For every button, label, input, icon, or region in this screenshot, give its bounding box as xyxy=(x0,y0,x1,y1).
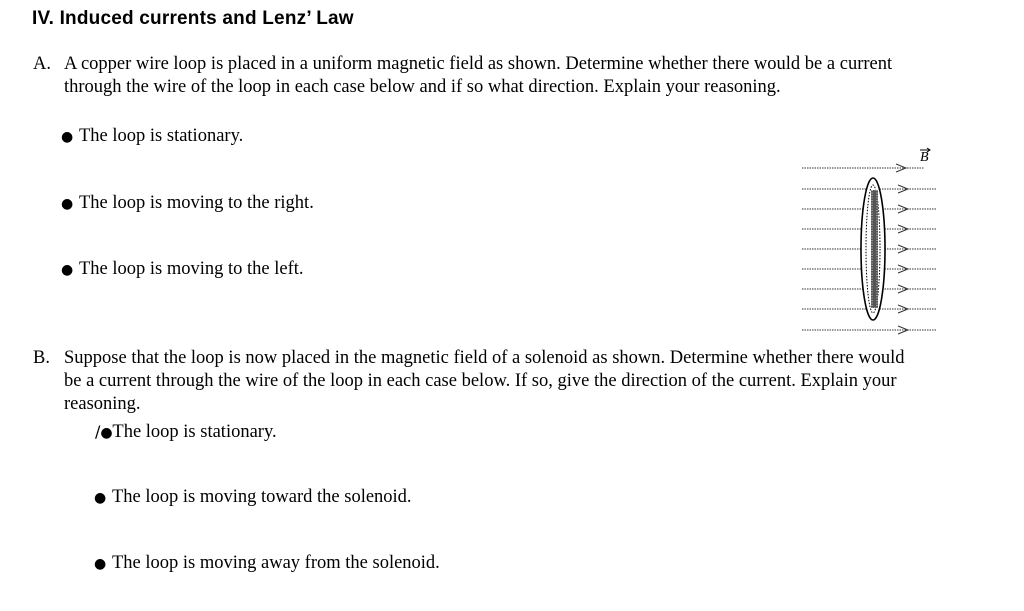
part-b-bullet-2 xyxy=(94,486,412,510)
bullet-icon: ● xyxy=(61,129,74,145)
part-b-bullet-3 xyxy=(94,552,440,576)
bullet-icon: ● xyxy=(94,490,107,506)
part-b-label: B. xyxy=(33,348,50,368)
part-a-bullet-3 xyxy=(61,258,304,282)
part-b-question xyxy=(33,347,908,416)
bullet-text: The loop is moving to the right. xyxy=(79,193,314,213)
field-label: B xyxy=(920,150,929,165)
bullet-text: The loop is moving away from the solenoid. xyxy=(112,553,440,573)
bullet-text: The loop is stationary. xyxy=(79,126,244,146)
bullet-icon: ● xyxy=(61,196,74,212)
section-heading: IV. Induced currents and Lenz’ Law xyxy=(32,8,354,29)
part-a-question xyxy=(33,53,903,99)
part-b-bullet-1 xyxy=(95,420,277,445)
bullet-text: The loop is moving to the left. xyxy=(79,259,304,279)
loop-field-figure xyxy=(796,142,946,337)
wire-loop xyxy=(861,178,885,320)
bullet-text: The loop is stationary. xyxy=(112,422,277,442)
part-a-bullet-1 xyxy=(61,125,243,149)
part-b-text: Suppose that the loop is now placed in the magnetic field of a solenoid as shown. Determine whether there would be a current through the wire of the loop in each case below. If so, give the direction of the current. Explain your reasoning. xyxy=(64,348,905,414)
handwritten-mark: / xyxy=(95,422,101,441)
part-a-label: A. xyxy=(33,54,51,74)
bullet-icon: ● xyxy=(100,425,113,441)
bullet-icon: ● xyxy=(61,262,74,278)
part-a-bullet-2 xyxy=(61,192,314,216)
part-a-text: A copper wire loop is placed in a uniform magnetic field as shown. Determine whether there would be a current through the wire of the loop in each case below and if so what direction. Explain your reasoning. xyxy=(64,54,893,97)
bullet-text: The loop is moving toward the solenoid. xyxy=(112,487,412,507)
bullet-icon: ● xyxy=(94,556,107,572)
